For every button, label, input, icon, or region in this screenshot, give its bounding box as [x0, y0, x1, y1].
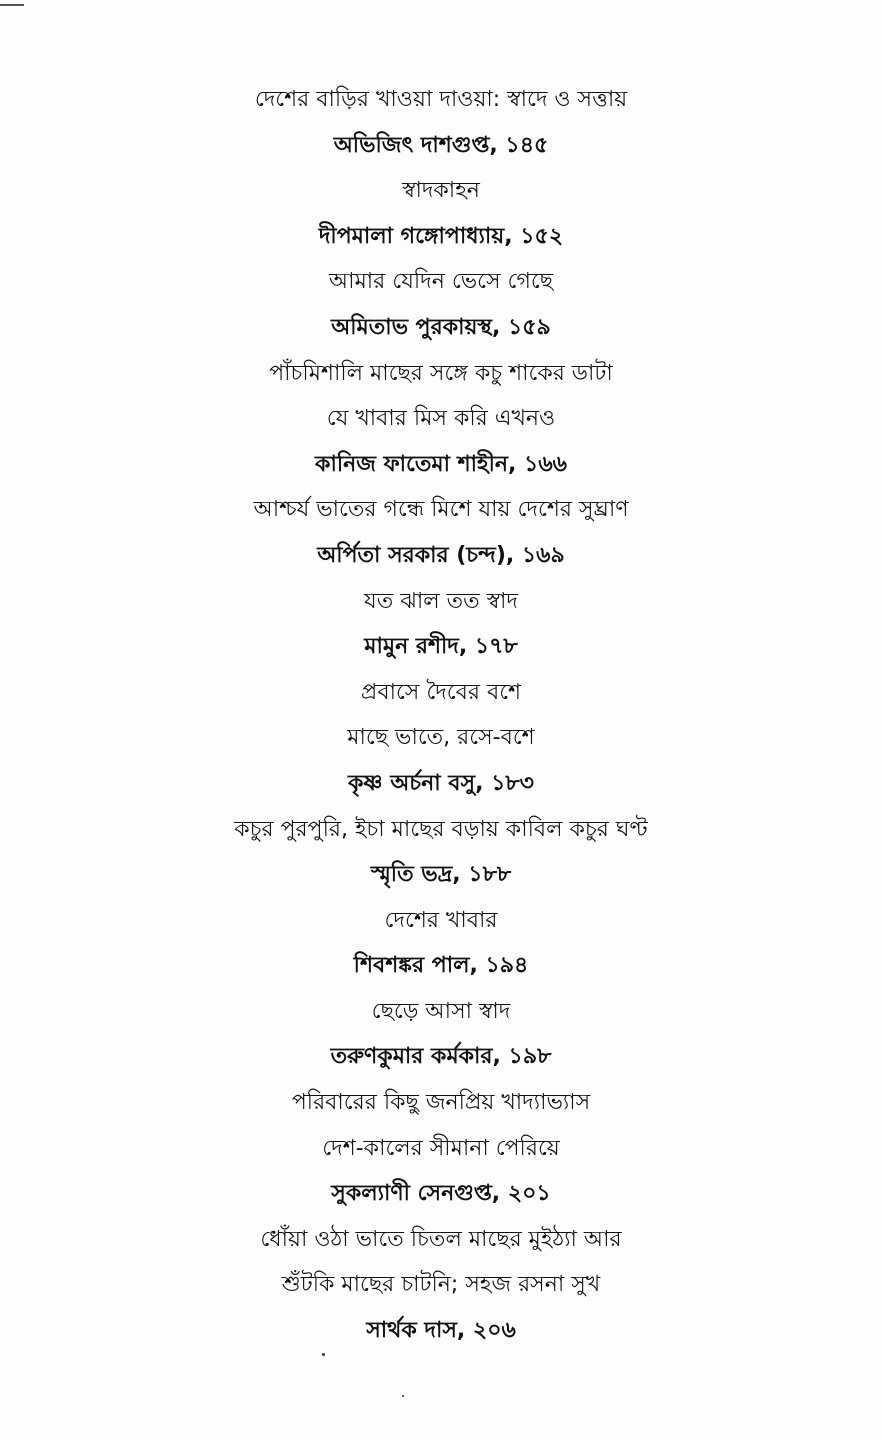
entry-title: প্রবাসে দৈবের বশে: [360, 679, 522, 705]
entry-title: শুঁটকি মাছের চাটনি; সহজ রসনা সুখ: [281, 1272, 601, 1298]
entry-title: ধোঁয়া ওঠা ভাতে চিতল মাছের মুইঠ্যা আর: [260, 1226, 622, 1252]
entry-title: দেশের বাড়ির খাওয়া দাওয়া: স্বাদে ও সত্তায়: [254, 87, 628, 112]
entry-author-page: সুকল্যাণী সেনগুপ্ত, ২০১: [331, 1181, 551, 1207]
entry-title: আমার যেদিন ভেসে গেছে: [328, 269, 554, 295]
entry-title: পাঁচমিশালি মাছের সঙ্গে কচু শাকের ডাটা: [269, 360, 613, 386]
entry-author-page: তরুণকুমার কর্মকার, ১৯৮: [330, 1044, 552, 1070]
entry-author-page: কানিজ ফাতেমা শাহীন, ১৬৬: [315, 451, 567, 477]
entry-title: পরিবারের কিছু জনপ্রিয় খাদ্যাভ্যাস: [291, 1090, 591, 1116]
entry-author-page: স্মৃতি ভদ্র, ১৮৮: [370, 862, 512, 888]
scan-speck: [322, 1353, 325, 1356]
entry-author-page: অর্পিতা সরকার (চন্দ), ১৬৯: [317, 542, 565, 568]
entry-title: স্বাদকাহন: [402, 178, 480, 204]
entry-title: আশ্চর্য ভাতের গন্ধে মিশে যায় দেশের সুঘ্রাণ: [253, 497, 629, 523]
entry-author-page: সার্থক দাস, ২০৬: [366, 1318, 516, 1344]
entry-title: মাছে ভাতে, রসে-বশে: [347, 725, 535, 751]
entry-title: যে খাবার মিস করি এখনও: [326, 406, 556, 432]
entry-title: দেশ-কালের সীমানা পেরিয়ে: [322, 1135, 560, 1161]
entry-author-page: দীপমালা গঙ্গোপাধ্যায়, ১৫২: [318, 223, 564, 249]
entry-author-page: অভিজিৎ দাশগুপ্ত, ১৪৫: [333, 132, 549, 158]
entry-title: কচুর পুরপুরি, ইচা মাছের বড়ায় কাবিল কচুর ঘণ্ট: [234, 816, 648, 842]
entry-author-page: অমিতাভ পুরকায়স্থ, ১৫৯: [331, 314, 551, 340]
scan-edge-mark: [0, 4, 24, 6]
table-of-contents: [0, 77, 882, 1354]
entry-author-page: শিবশঙ্কর পাল, ১৯৪: [353, 953, 529, 979]
entry-author-page: কৃষ্ণ অর্চনা বসু, ১৮৩: [348, 770, 534, 796]
entry-author-page: মামুন রশীদ, ১৭৮: [364, 634, 518, 660]
entry-title: দেশের খাবার: [384, 907, 498, 933]
entry-title: ছেড়ে আসা স্বাদ: [371, 998, 511, 1024]
entry-title: যত ঝাল তত স্বাদ: [364, 588, 518, 614]
scan-speck: [402, 1395, 404, 1397]
